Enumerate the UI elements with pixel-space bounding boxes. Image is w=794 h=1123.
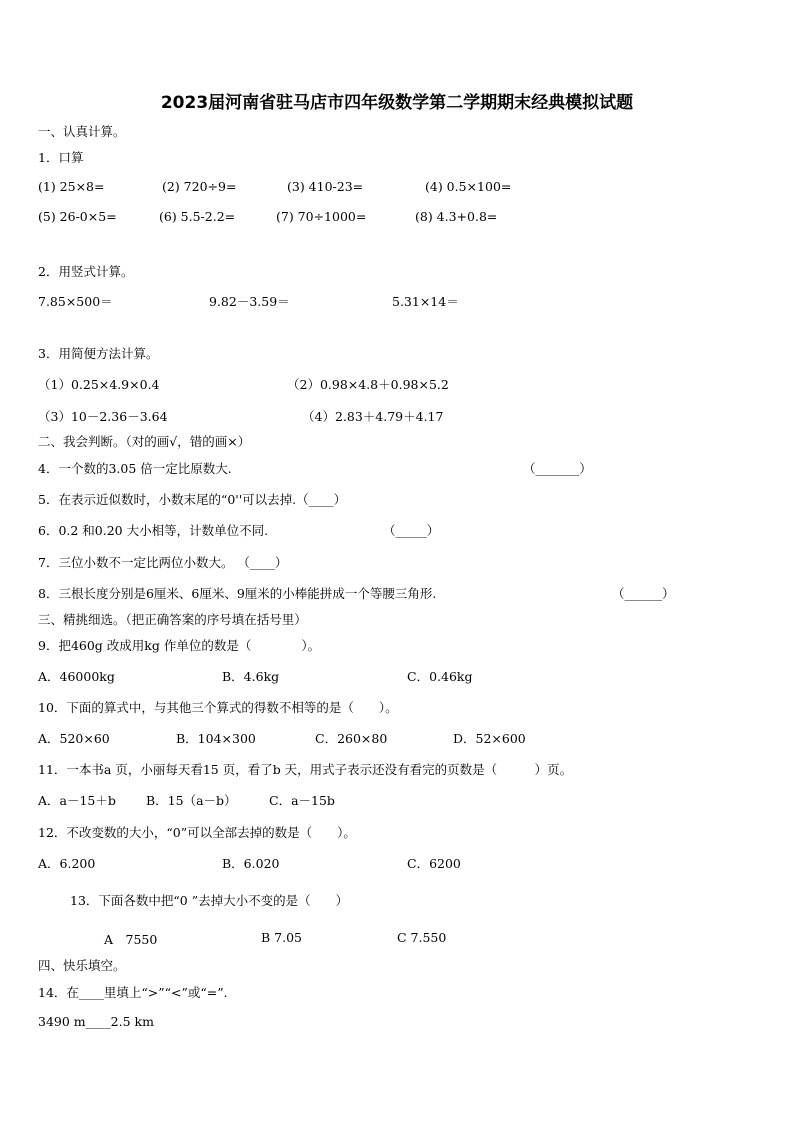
q8-blank: （______） (612, 586, 675, 601)
q6-blank: （_____） (383, 523, 440, 538)
q2-label: 2．用竖式计算。 (38, 264, 134, 279)
q13-option-a: A 7550 (104, 932, 158, 947)
q8-text: 8．三根长度分别是6厘米、6厘米、9厘米的小棒能拼成一个等腰三角形. (38, 586, 437, 601)
q9-option-a: A．46000kg (38, 669, 115, 684)
page-title: 2023届河南省驻马店市四年级数学第二学期期末经典模拟试题 (160, 93, 634, 113)
section1-heading: 一、认真计算。 (38, 124, 126, 139)
q1-item: (3) 410-23= (287, 179, 364, 194)
q2-item: 5.31×14＝ (392, 294, 459, 309)
q7-text: 7．三位小数不一定比两位小数大。 （____） (38, 555, 288, 570)
section4-heading: 四、快乐填空。 (38, 958, 126, 973)
q10-option-a: A．520×60 (38, 731, 110, 746)
q10-option-c: C．260×80 (315, 731, 388, 746)
q13-option-b: B 7.05 (261, 930, 302, 945)
q1-item: (8) 4.3+0.8= (415, 209, 498, 224)
q6-text: 6．0.2 和0.20 大小相等，计数单位不同. (38, 523, 269, 538)
q3-item: （2）0.98×4.8＋0.98×5.2 (287, 377, 449, 392)
q2-item: 9.82－3.59＝ (209, 294, 290, 309)
q12-text: 12．不改变数的大小，“0”可以全部去掉的数是（ ）。 (38, 825, 356, 840)
q14-item: 3490 m____2.5 km (38, 1014, 154, 1029)
q12-option-b: B．6.020 (222, 856, 280, 871)
q14-text: 14．在____里填上“>”“<”或“=”. (38, 985, 228, 1000)
q9-option-b: B．4.6kg (222, 669, 280, 684)
q11-text: 11．一本书a 页，小丽每天看15 页，看了b 天，用式子表示还没有看完的页数是（ ）页。 (38, 762, 573, 777)
q1-item: (7) 70÷1000= (276, 209, 367, 224)
q1-item: (6) 5.5-2.2= (159, 209, 236, 224)
q9-option-c: C．0.46kg (407, 669, 473, 684)
q1-item: (5) 26-0×5= (38, 209, 117, 224)
section3-heading: 三、精挑细选。（把正确答案的序号填在括号里） (38, 612, 307, 627)
q3-item: （3）10－2.36－3.64 (38, 409, 168, 424)
q12-option-a: A．6.200 (38, 856, 96, 871)
q4-blank: （_______） (523, 461, 592, 476)
q3-item: （1）0.25×4.9×0.4 (38, 377, 160, 392)
q5-text: 5．在表示近似数时，小数末尾的“0''可以去掉.（____） (38, 492, 347, 507)
q1-label: 1．口算 (38, 150, 84, 165)
q9-text: 9．把460g 改成用kg 作单位的数是（ ）。 (38, 638, 321, 653)
q10-option-b: B．104×300 (176, 731, 256, 746)
q11-option-c: C．a－15b (269, 793, 335, 808)
q12-option-c: C．6200 (407, 856, 461, 871)
q10-option-d: D．52×600 (453, 731, 526, 746)
q11-option-a: A．a－15＋b (38, 793, 116, 808)
section2-heading: 二、我会判断。（对的画√，错的画×） (38, 434, 251, 449)
q10-text: 10．下面的算式中，与其他三个算式的得数不相等的是（ ）。 (38, 700, 398, 715)
q1-item: (4) 0.5×100= (425, 179, 512, 194)
q3-label: 3．用简便方法计算。 (38, 346, 159, 361)
q13-text: 13．下面各数中把“0 ”去掉大小不变的是（ ） (70, 893, 349, 908)
q1-item: (2) 720÷9= (162, 179, 237, 194)
q4-text: 4．一个数的3.05 倍一定比原数大. (38, 461, 232, 476)
q3-item: （4）2.83＋4.79＋4.17 (302, 409, 444, 424)
q13-option-c: C 7.550 (397, 930, 447, 945)
q1-item: (1) 25×8= (38, 179, 105, 194)
q11-option-b: B．15（a－b） (146, 793, 237, 808)
q2-item: 7.85×500＝ (38, 294, 113, 309)
